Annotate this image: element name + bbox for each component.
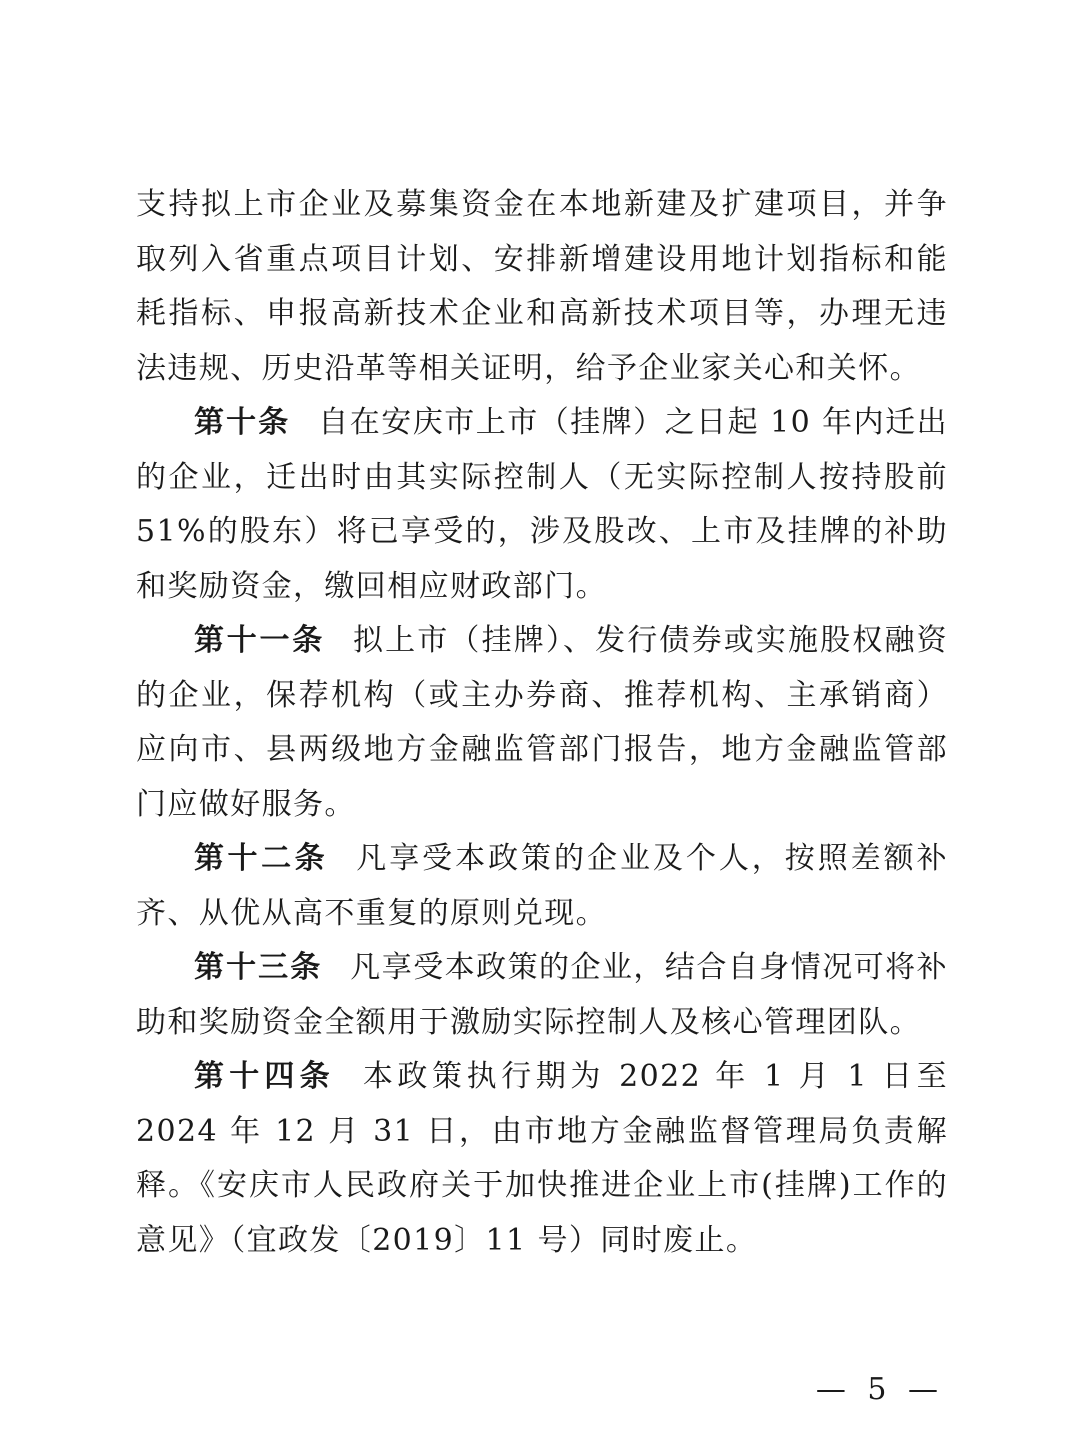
article-text: 拟上市（挂牌）、发行债券或实施股权融资的企业，保荐机构（或主办券商、推荐机构、主承销商）应向市、县两级地方金融监管部门报告，地方金融监管部门应做好服务。 (136, 623, 948, 822)
article-number: 第十三条 (194, 950, 323, 985)
article-text: 凡享受本政策的企业及个人，按照差额补齐、从优从高不重复的原则兑现。 (136, 841, 948, 931)
document-body (136, 178, 948, 1268)
article-number: 第十四条 (194, 1059, 335, 1094)
article-number: 第十一条 (194, 623, 325, 658)
article-11 (136, 614, 948, 832)
article-number: 第十条 (194, 405, 291, 440)
article-text: 本政策执行期为 2022 年 1 月 1 日至 2024 年 12 月 31 日，由市地方金融监督管理局负责解释。《安庆市人民政府关于加快推进企业上市(挂牌)工作的意见》（宜政发〔2019〕11 号）同时废止。 (136, 1059, 948, 1258)
paragraph-text: 支持拟上市企业及募集资金在本地新建及扩建项目，并争取列入省重点项目计划、安排新增建设用地计划指标和能耗指标、申报高新技术企业和高新技术项目等，办理无违法违规、历史沿革等相关证明，给予企业家关心和关怀。 (136, 187, 948, 386)
article-14 (136, 1050, 948, 1268)
article-text: 自在安庆市上市（挂牌）之日起 10 年内迁出的企业，迁出时由其实际控制人（无实际控制人按持股前 51%的股东）将已享受的，涉及股改、上市及挂牌的补助和奖励资金，缴回相应财政部门。 (136, 405, 949, 604)
article-text: 凡享受本政策的企业，结合自身情况可将补助和奖励资金全额用于激励实际控制人及核心管理团队。 (136, 950, 949, 1040)
article-number: 第十二条 (194, 841, 329, 876)
paragraph-continuation (136, 178, 948, 396)
page-number: — 5 — (815, 1372, 944, 1407)
article-10 (136, 396, 948, 614)
article-13 (136, 941, 948, 1050)
article-12 (136, 832, 948, 941)
